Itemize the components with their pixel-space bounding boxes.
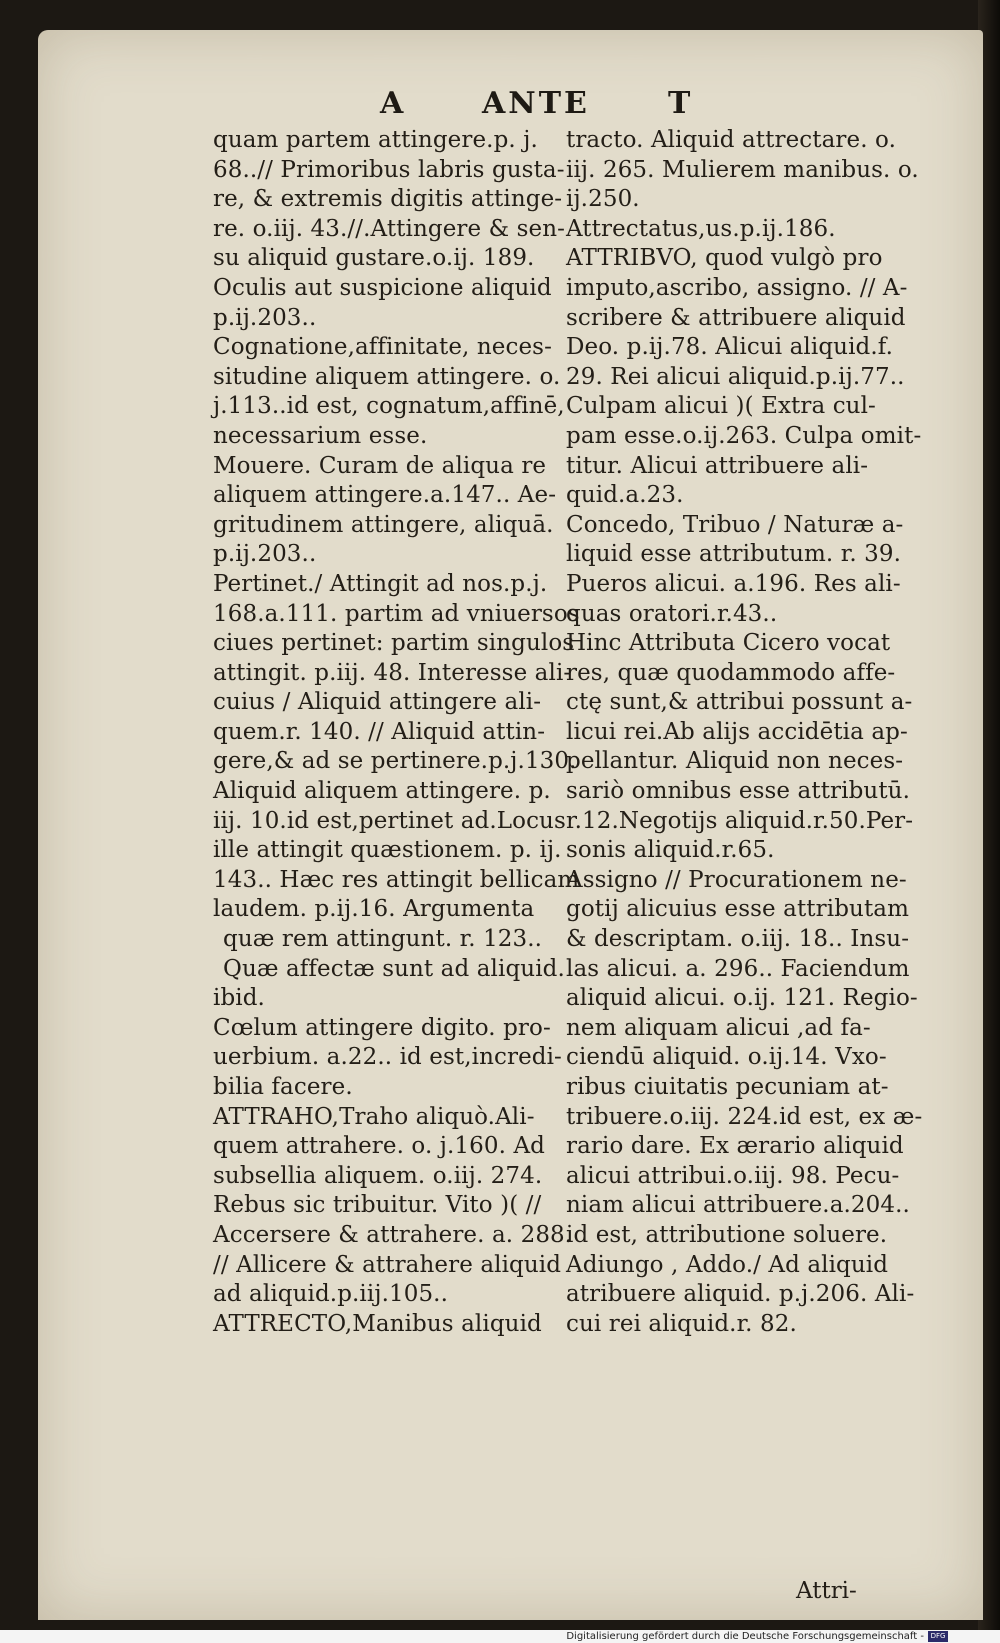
text-line: uerbium. a.22.. id est,incredi- bbox=[213, 1044, 562, 1071]
text-line: & descriptam. o.iij. 18.. Insu- bbox=[566, 926, 910, 953]
text-line: ibid. bbox=[213, 985, 265, 1012]
text-line: Pertinet./ Attingit ad nos.p.j. bbox=[213, 570, 548, 597]
running-head-right: T bbox=[668, 86, 694, 121]
text-line: su aliquid gustare.o.ij. 189. bbox=[213, 245, 535, 272]
text-line: aliquid alicui. o.ij. 121. Regio- bbox=[566, 985, 918, 1012]
text-line: 143.. Hæc res attingit bellicam bbox=[213, 866, 580, 893]
text-line: titur. Alicui attribuere ali- bbox=[566, 452, 869, 479]
text-line: tracto. Aliquid attrectare. o. bbox=[566, 127, 897, 153]
text-line: cui rei aliquid.r. 82. bbox=[566, 1310, 797, 1337]
text-line: Pueros alicui. a.196. Res ali- bbox=[566, 570, 901, 597]
text-line: atribuere aliquid. p.j.206. Ali- bbox=[566, 1281, 915, 1308]
text-line: tribuere.o.iij. 224.id est, ex æ- bbox=[566, 1103, 923, 1130]
text-line: bilia facere. bbox=[213, 1074, 353, 1100]
text-line: sonis aliquid.r.65. bbox=[566, 837, 775, 864]
text-line: 29. Rei alicui aliquid.p.ij.77.. bbox=[566, 363, 905, 390]
text-line: Rebus sic tribuitur. Vito )( // bbox=[213, 1192, 542, 1219]
text-line: quæ rem attingunt. r. 123.. bbox=[223, 926, 543, 953]
text-line: Quæ affectæ sunt ad aliquid. bbox=[223, 955, 565, 982]
running-head-left: A bbox=[380, 86, 407, 121]
text-line: Assigno // Procurationem ne- bbox=[566, 866, 907, 893]
text-line: Attrectatus,us.p.ij.186. bbox=[566, 215, 836, 242]
text-line: liquid esse attributum. r. 39. bbox=[566, 541, 902, 568]
text-line: quid.a.23. bbox=[566, 482, 684, 509]
text-line: re, & extremis digitis attinge- bbox=[213, 186, 563, 213]
running-head bbox=[380, 86, 710, 126]
text-line: r.12.Negotijs aliquid.r.50.Per- bbox=[566, 807, 914, 834]
text-line: Cœlum attingere digito. pro- bbox=[213, 1014, 551, 1041]
text-line: Hinc Attributa Cicero vocat bbox=[566, 630, 891, 657]
text-line: necessarium esse. bbox=[213, 422, 428, 449]
left-text-column bbox=[213, 126, 580, 1339]
text-line: re. o.iij. 43.//.Attingere & sen- bbox=[213, 215, 566, 242]
text-line: Concedo, Tribuo / Naturæ a- bbox=[566, 511, 904, 538]
text-line: Adiungo , Addo./ Ad aliquid bbox=[566, 1251, 889, 1278]
footer-credit-text: Digitalisierung gefördert durch die Deutsche Forschungsgemeinschaft - bbox=[566, 1631, 924, 1642]
text-line: Mouere. Curam de aliqua re bbox=[213, 452, 547, 479]
text-line: gotij alicuius esse attributam bbox=[566, 896, 910, 923]
text-line: laudem. p.ij.16. Argumenta bbox=[213, 896, 535, 923]
text-line: niam alicui attribuere.a.204.. bbox=[566, 1192, 910, 1219]
text-line: Deo. p.ij.78. Alicui aliquid.f. bbox=[566, 334, 893, 361]
text-line: iij. 265. Mulierem manibus. o. bbox=[566, 156, 919, 183]
text-line: iij. 10.id est,pertinet ad.Locus bbox=[213, 807, 566, 834]
text-line: ille attingit quæstionem. p. ij. bbox=[213, 837, 562, 864]
text-line: cuius / Aliquid attingere ali- bbox=[213, 689, 542, 716]
text-line: las alicui. a. 296.. Faciendum bbox=[566, 955, 910, 982]
text-line: Oculis aut suspicione aliquid bbox=[213, 274, 552, 301]
catchword: Attri- bbox=[796, 1578, 857, 1604]
text-line: pellantur. Aliquid non neces- bbox=[566, 748, 904, 775]
right-text-column bbox=[566, 126, 923, 1339]
text-line: attingit. p.iij. 48. Interesse ali- bbox=[213, 659, 572, 686]
text-line: id est, attributione soluere. bbox=[566, 1221, 888, 1248]
text-line: quem attrahere. o. j.160. Ad bbox=[213, 1133, 545, 1160]
text-line: gritudinem attingere, aliquā. bbox=[213, 511, 554, 538]
text-line: ATTRECTO,Manibus aliquid bbox=[213, 1310, 542, 1337]
text-line: j.113..id est, cognatum,affinē, bbox=[213, 393, 565, 420]
text-line: Culpam alicui )( Extra cul- bbox=[566, 393, 876, 420]
text-line: aliquem attingere.a.147.. Ae- bbox=[213, 482, 557, 509]
text-line: Accersere & attrahere. a. 288. bbox=[213, 1221, 573, 1248]
text-line: quas oratori.r.43.. bbox=[566, 600, 778, 627]
text-line: sariò omnibus esse attributū. bbox=[566, 778, 910, 805]
text-line: 68..// Primoribus labris gusta- bbox=[213, 156, 565, 183]
text-line: p.ij.203.. bbox=[213, 304, 317, 331]
text-line: situdine aliquem attingere. o. bbox=[213, 363, 561, 390]
text-line: p.ij.203.. bbox=[213, 541, 317, 568]
text-line: quam partem attingere.p. j. bbox=[213, 127, 538, 153]
text-line: ctę sunt,& attribui possunt a- bbox=[566, 689, 913, 716]
text-line: ciues pertinet: partim singulos bbox=[213, 630, 575, 657]
text-line: subsellia aliquem. o.iij. 274. bbox=[213, 1162, 543, 1189]
text-line: Cognatione,affinitate, neces- bbox=[213, 334, 552, 361]
running-head-middle: ANTE bbox=[482, 86, 590, 121]
text-line: ad aliquid.p.iij.105.. bbox=[213, 1281, 449, 1308]
dfg-logo: DFG bbox=[928, 1631, 948, 1642]
text-line: nem aliquam alicui ,ad fa- bbox=[566, 1014, 871, 1041]
text-line: ATTRAHO,Traho aliquò.Ali- bbox=[213, 1103, 535, 1130]
text-line: ATTRIBVO, quod vulgò pro bbox=[566, 245, 883, 272]
text-line: scribere & attribuere aliquid bbox=[566, 304, 906, 331]
text-line: Aliquid aliquem attingere. p. bbox=[213, 778, 551, 805]
text-line: rario dare. Ex ærario aliquid bbox=[566, 1133, 904, 1160]
text-line: gere,& ad se pertinere.p.j.130. bbox=[213, 748, 577, 775]
text-line: ciendū aliquid. o.ij.14. Vxo- bbox=[566, 1044, 887, 1071]
text-line: imputo,ascribo, assigno. // A- bbox=[566, 274, 908, 301]
text-line: quem.r. 140. // Aliquid attin- bbox=[213, 718, 546, 745]
text-line: ij.250. bbox=[566, 186, 640, 213]
text-line: res, quæ quodammodo affe- bbox=[566, 659, 896, 686]
text-line: ribus ciuitatis pecuniam at- bbox=[566, 1074, 889, 1100]
digitization-footer bbox=[0, 1630, 1000, 1643]
text-line: 168.a.111. partim ad vniuersos bbox=[213, 600, 580, 627]
text-line: pam esse.o.ij.263. Culpa omit- bbox=[566, 422, 922, 449]
text-line: licui rei.Ab alijs accidētia ap- bbox=[566, 718, 908, 745]
text-line: // Allicere & attrahere aliquid bbox=[213, 1251, 562, 1278]
text-line: alicui attribui.o.iij. 98. Pecu- bbox=[566, 1162, 900, 1189]
